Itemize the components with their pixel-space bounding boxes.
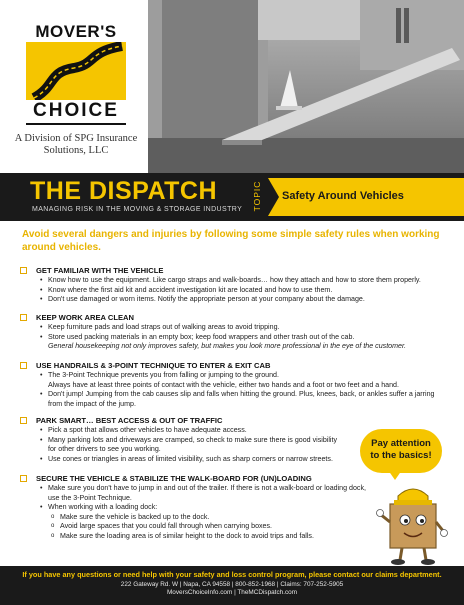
section-secure-vehicle (20, 473, 370, 542)
callout-line-2: to the basics! (370, 450, 432, 461)
hero-banner (0, 0, 464, 173)
newsletter-subtitle: MANAGING RISK IN THE MOVING & STORAGE INDUSTRY (32, 206, 243, 213)
logo-divider (26, 123, 126, 125)
list-item: • When working with a loading dock: (48, 503, 370, 513)
dispatch-banner (0, 173, 464, 221)
checkbox-icon (20, 417, 27, 424)
checkbox-icon (20, 314, 27, 321)
bullet-list (20, 276, 460, 305)
logo-text-top: MOVER'S (35, 22, 117, 41)
sub-bullet-list (20, 513, 370, 542)
section-heading: SECURE THE VEHICLE & STABILIZE THE WALK-BOARD FOR (UN)LOADING (20, 473, 370, 484)
sub-list-item: o Avoid large spaces that you could fall through when carrying boxes. (60, 522, 370, 532)
section-work-area (20, 312, 460, 352)
list-item: • The 3-Point Technique prevents you from falling or jumping to the ground. (48, 371, 460, 381)
footer (0, 566, 464, 605)
topic-arrow-icon (268, 178, 279, 216)
list-item: • Keep furniture pads and load straps out of walking areas to avoid tripping. (48, 323, 460, 333)
list-item: • Many parking lots and driveways are cramped, so check to make sure there is good visibility for other drivers to see you working. (48, 436, 360, 455)
list-item-continued: Always have at least three points of contact with the vehicle, either two hands and a foot or two feet and a hand. (48, 380, 399, 389)
topic-label: TOPIC (252, 180, 262, 212)
road-logo-icon (26, 42, 126, 100)
logo-panel (0, 0, 148, 173)
list-item: • Know where the first aid kit and accident investigation kit are located and how to use them. (48, 286, 460, 296)
logo-text-bottom: CHOICE (33, 100, 119, 121)
checkbox-icon (20, 267, 27, 274)
topic-title: Safety Around Vehicles (282, 190, 404, 202)
newsletter-title: THE DISPATCH (30, 177, 218, 205)
bullet-list (20, 484, 370, 513)
list-item: • Pick a spot that allows other vehicles to have adequate access. (48, 426, 360, 436)
section-heading: PARK SMART… BEST ACCESS & OUT OF TRAFFIC (20, 415, 360, 426)
section-heading: USE HANDRAILS & 3-POINT TECHNIQUE TO ENTER & EXIT CAB (20, 360, 460, 371)
section-vehicle (20, 265, 460, 305)
list-note: General housekeeping not only improves safety, but makes you look more professional in the eye of the customer. (48, 342, 407, 351)
bullet-list (20, 323, 460, 352)
list-item: • Make sure you don't have to jump in and out of the trailer. If there is not a walk-board or loading dock, use the 3-Point Technique. (48, 484, 370, 503)
sub-list-item: o Make sure the loading area is of similar height to the dock to avoid trips and falls. (60, 532, 370, 542)
callout-line-1: Pay attention (371, 438, 431, 449)
section-heading: GET FAMILIAR WITH THE VEHICLE (20, 265, 460, 276)
box-mascot-icon (376, 478, 450, 566)
bullet-list (20, 426, 360, 464)
section-handrails (20, 360, 460, 409)
section-heading: KEEP WORK AREA CLEAN (20, 312, 460, 323)
checkbox-icon (20, 362, 27, 369)
intro-text: Avoid several dangers and injuries by following some simple safety rules when working around vehicles. (22, 229, 440, 253)
division-text: A Division of SPG Insurance Solutions, LLC (14, 133, 138, 156)
callout-bubble (360, 429, 442, 473)
checkbox-icon (20, 475, 27, 482)
list-item: • Use cones or triangles in areas of limited visibility, such as sharp corners or narrow streets. (48, 455, 360, 465)
footer-links: MoversChoiceInfo.com | TheMCDispatch.com (166, 589, 298, 596)
list-item: • Don't jump! Jumping from the cab causes slip and falls when hitting the ground. Plus, knees, back, or ankles suffer a jarring from the impact of the jump. (48, 390, 460, 409)
bullet-list (20, 371, 460, 409)
list-item: • Don't use damaged or worn items. Notify the appropriate person at your company about the damage. (48, 295, 460, 305)
section-park-smart (20, 415, 360, 464)
footer-address: 222 Gateway Rd. W | Napa, CA 94558 | 800-852-1968 | Claims: 707-252-5905 (120, 581, 344, 588)
sub-list-item: o Make sure the vehicle is backed up to the dock. (60, 513, 370, 523)
footer-contact-text: If you have any questions or need help with your safety and loss control program, please contact our claims department. (22, 570, 442, 579)
list-item: • Store used packing materials in an empty box; keep food wrappers and other trash out of the cab. (48, 333, 460, 343)
list-item: • Know how to use the equipment. Like cargo straps and walk-boards… how they attach and how to store them properly. (48, 276, 460, 286)
